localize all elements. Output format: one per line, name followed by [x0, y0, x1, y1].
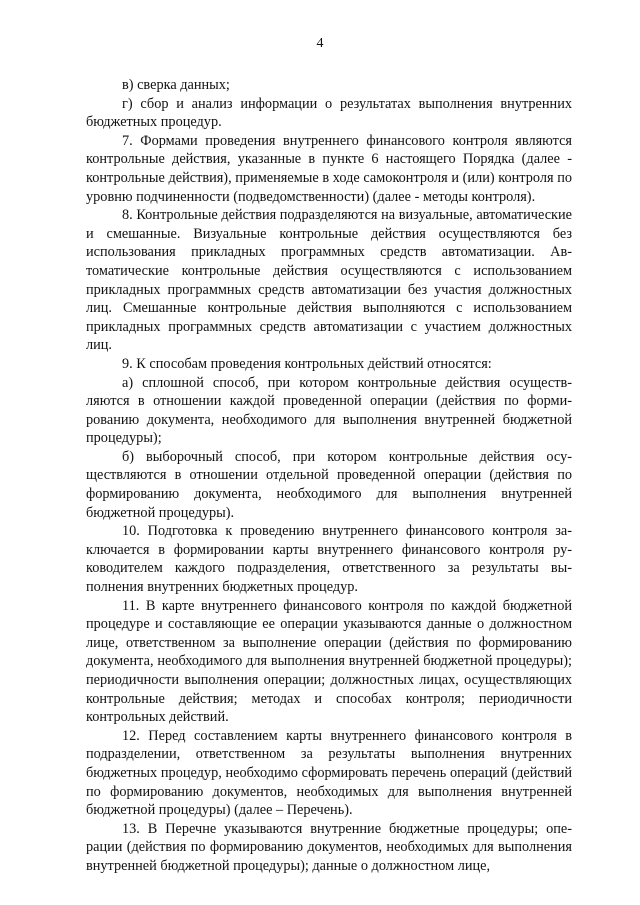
paragraph-11-control-map: 11. В карте внутреннего финансового контроля по каждой бюджетной процедуре и составляющие ее операции указываются данные о должностном лице, ответственном за выполнение операции (действия по формированию документа, необходимого для выполнения внутренней бюджетной процедуры); периодичности выполнения операции; должностных лицах, осуществляющих контрольные действия; методах и способах контроля; периодичности контрольных действий.: [86, 597, 572, 726]
paragraph-9-control-methods: 9. К способам проведения контрольных действий относятся:: [122, 355, 492, 372]
paragraph-item-v: в) сверка данных;: [122, 77, 230, 93]
paragraph-8-control-action-types: 8. Контрольные действия подразделяются на визуальные, автоматические и смешанные. Визуальные контрольные действия осуществляются без использования прикладных программных средств автоматизации. Автоматические контрольные действия осуществляются с использованием прикладных программных средств автоматизации без участия должностных лиц. Смешанные контрольные действия выполняются с использованием прикладных программных средств автоматизации с участием должностных лиц.: [86, 207, 572, 354]
paragraph-7-control-forms: 7. Формами проведения внутреннего финансового контроля являются контрольные действия, указанные в пункте 6 настоящего Порядка (далее - контрольные действия), применяемые в ходе самоконтроля и (или) контроля по уровню подчиненности (подведомственности) (далее - методы контроля).: [86, 132, 572, 205]
paragraph-13-list-contents: 13. В Перечне указываются внутренние бюджетные процедуры; операции (действия по формированию документов, необходимых для выполнения внутренней бюджетной процедуры); данные о должностном лице,: [86, 820, 572, 874]
page-number: 4: [316, 36, 324, 51]
paragraph-item-g: г) сбор и анализ информации о результатах выполнения внутренних бюджетных процедур.: [86, 95, 572, 131]
body-text: [86, 76, 572, 876]
paragraph-item-a: а) сплошной способ, при котором контрольные действия осуществляются в отношении каждой проведенной операции (действия по формированию документа, необходимого для выполнения внутренней бюджетной процедуры);: [86, 374, 572, 447]
paragraph-10-preparation: 10. Подготовка к проведению внутреннего финансового контроля заключается в формировании карты внутреннего финансового контроля руководителем каждого подразделения, ответственного за результаты выполнения внутренних бюджетных процедур.: [86, 523, 572, 596]
paragraph-12-operations-list: 12. Перед составлением карты внутреннего финансового контроля в подразделении, ответственном за результаты выполнения внутренних бюджетных процедур, необходимо сформировать перечень операций (действий по формированию документов, необходимых для выполнения внутренней бюджетной процедуры) (далее – Перечень).: [86, 727, 572, 819]
paragraph-item-b: б) выборочный способ, при котором контрольные действия осуществляются в отношении отдельной проведенной операции (действия по формированию документа, необходимого для выполнения внутренней бюджетной процедуры).: [86, 448, 572, 521]
